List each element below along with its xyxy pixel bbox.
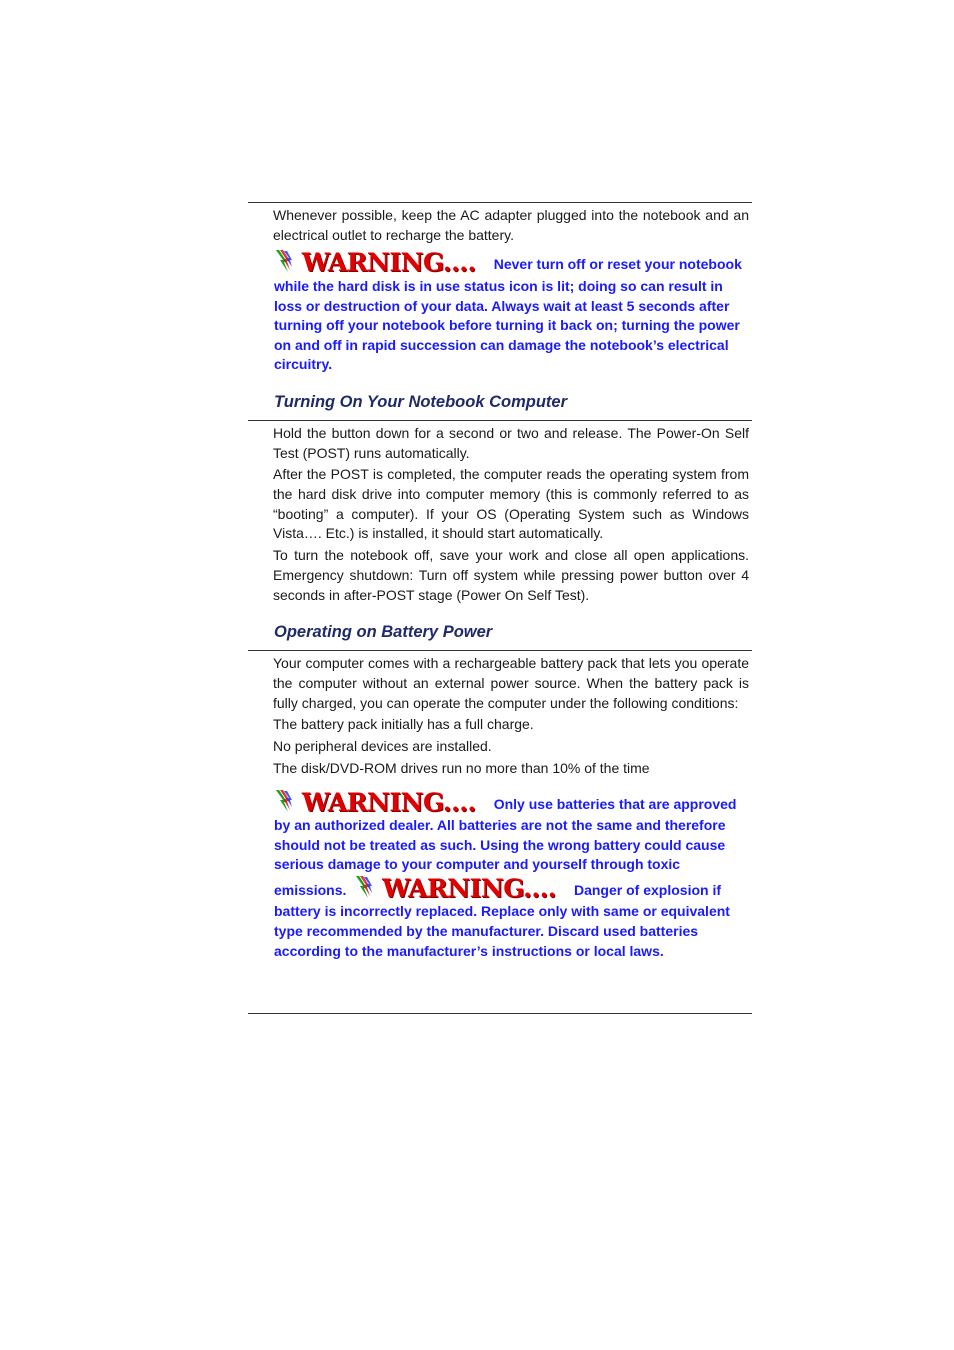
condition-item: No peripheral devices are installed. [273, 738, 492, 755]
warning-graphic [354, 875, 556, 903]
paragraph: Hold the button down for a second or two and release. The Power-On Self Test (POST) runs automatically. [273, 424, 749, 461]
section-rule-turning-on [248, 420, 752, 421]
warning-approved-batteries [274, 789, 749, 962]
warning-label: WARNING.... [382, 873, 556, 903]
warning-label: WARNING.... [301, 787, 476, 817]
intro-paragraph: Whenever possible, keep the AC adapter plugged into the notebook and an electrical outlet to recharge the battery. [273, 207, 749, 243]
paragraph: To turn the notebook off, save your work and close all open applications. Emergency shutdown: Turn off system while pressing power button over 4 seconds in after-POST stage (Power On Self Test). [273, 547, 749, 603]
lightning-icon [274, 789, 298, 813]
section-heading-battery-power: Operating on Battery Power [274, 623, 493, 642]
warning-power-off [274, 249, 749, 375]
warning-text: Only use batteries that are approved by an authorized dealer. All batteries are not the same and therefore should not be treated as such. Using the wrong battery could cause serious damage to your computer and yourself through toxic emissions. [274, 795, 737, 898]
intro-block [273, 206, 749, 245]
section-rule-battery-power [248, 650, 752, 651]
section-heading-turning-on: Turning On Your Notebook Computer [274, 392, 568, 411]
paragraph: After the POST is completed, the computer reads the operating system from the hard disk drive into computer memory (this is commonly referred to as “booting” a computer). If your OS (Operating System such as Windows Vista…. Etc.) is installed, it should start automatically. [273, 466, 749, 542]
lightning-icon [354, 875, 378, 899]
lightning-icon [274, 249, 298, 273]
warning-text: Never turn off or reset your notebook while the hard disk is in use status icon is lit; doing so can result in loss or destruction of your data. Always wait at least 5 seconds after turning off your notebook before turning it back on; turning the power on and off in rapid succession can damage the notebook’s electrical circuitry. [274, 256, 742, 373]
condition-item: The disk/DVD-ROM drives run no more than 10% of the time [273, 759, 650, 776]
condition-item: The battery pack initially has a full charge. [273, 716, 534, 733]
section-body-battery-power [273, 654, 749, 778]
warning-label: WARNING.... [301, 248, 476, 278]
top-rule [248, 202, 752, 203]
bottom-rule [248, 1013, 752, 1014]
warning-text: Danger of explosion if battery is incorrectly replaced. Replace only with same or equivalent type recommended by the manufacturer. Discard used batteries according to the manufacturer’s instructions or local laws. [274, 881, 730, 959]
page-content [248, 202, 752, 961]
section-body-turning-on [273, 424, 749, 605]
warning-graphic [274, 249, 476, 277]
warning-graphic [274, 789, 476, 817]
paragraph: Your computer comes with a rechargeable battery pack that lets you operate the computer without an external power source. When the battery pack is fully charged, you can operate the computer under the following conditions: [273, 655, 749, 711]
